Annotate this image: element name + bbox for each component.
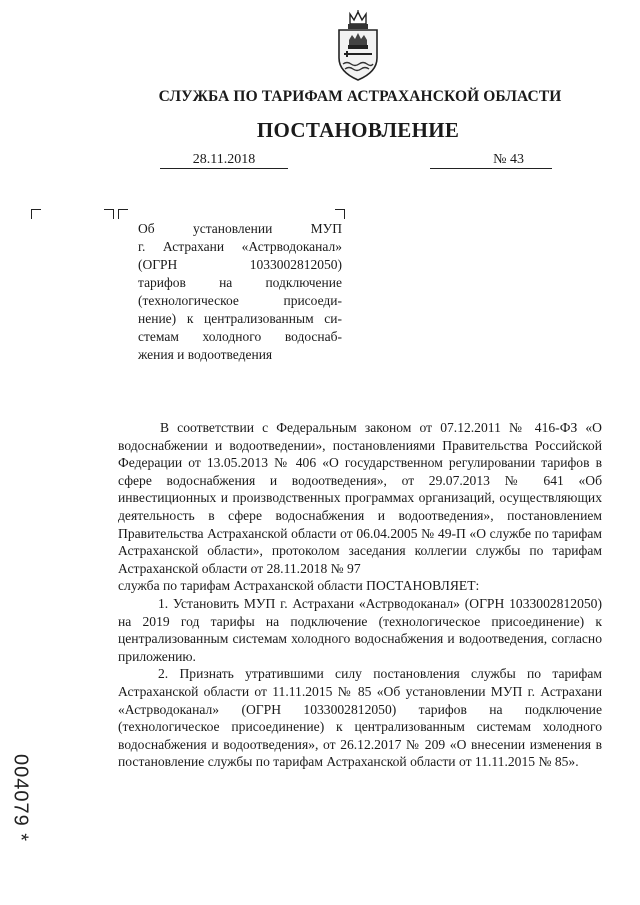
resolution-line: служба по тарифам Астраханской области ПОСТАНОВЛЯЕТ:	[118, 578, 480, 594]
coat-of-arms-icon	[332, 10, 384, 82]
subject-line: тарифов на подключение	[138, 275, 342, 290]
subject-line: (технологическое присоеди-	[138, 293, 342, 308]
corner-mark	[31, 209, 41, 219]
subject-line: стемам холодного водоснаб-	[138, 329, 342, 344]
resolution-item-2: 2. Признать утратившими силу постановления службы по тарифам Астраханской области от 11.11.2015 № 85 «Об установлении МУП г. Астрахани «Астрводоканал» (ОГРН 1033002812050) тарифов на подключение (технологическое присоединение) к централизованным системам холодного водоснабжения и водоотведения», от 26.12.2017 № 209 «О внесении изменения в постановление службы по тарифам Астраханской области от 11.11.2015 № 85».	[118, 666, 602, 770]
subject-line: (ОГРН 1033002812050)	[138, 257, 342, 272]
preamble-paragraph: В соответствии с Федеральным законом от 07.12.2011 № 416-ФЗ «О водоснабжении и водоотведении», постановлениями Правительства Российской Федерации от 13.05.2013 № 406 «О государственном регулировании тарифов в сфере водоснабжения и водоотведения», от 29.07.2013 № 641 «Об инвестиционных и производственных программах организаций, осуществляющих деятельность в сфере водоснабжения и водоотведения», постановлением Правительства Астраханской области от 06.04.2005 № 49-П «О службе по тарифам Астраханской области», протоколом заседания коллегии службы по тарифам Астраханской области от 28.11.2018 № 97	[118, 420, 602, 576]
corner-mark	[104, 209, 114, 219]
document-number: № 43	[430, 151, 552, 169]
agency-name: СЛУЖБА ПО ТАРИФАМ АСТРАХАНСКОЙ ОБЛАСТИ	[158, 88, 562, 105]
document-date: 28.11.2018	[160, 151, 288, 169]
document-type: ПОСТАНОВЛЕНИЕ	[256, 118, 460, 142]
subject-line: жения и водоотведения	[138, 347, 273, 362]
subject-block	[138, 220, 342, 364]
document-body	[118, 419, 602, 771]
corner-mark	[335, 209, 345, 219]
subject-line: Об установлении МУП	[138, 221, 342, 236]
resolution-item-1: 1. Установить МУП г. Астрахани «Астрводоканал» (ОГРН 1033002812050) на 2019 год тарифы на подключение (технологическое присоединение) к централизованным системам холодного водоснабжения и водоотведения, согласно приложению.	[118, 595, 602, 664]
subject-line: г. Астрахани «Астрводоканал»	[138, 239, 342, 254]
subject-line: нение) к централизованным си-	[138, 311, 342, 326]
margin-code-text: 004079 *	[9, 753, 32, 843]
margin-registration-code	[10, 748, 30, 848]
corner-mark	[118, 209, 128, 219]
